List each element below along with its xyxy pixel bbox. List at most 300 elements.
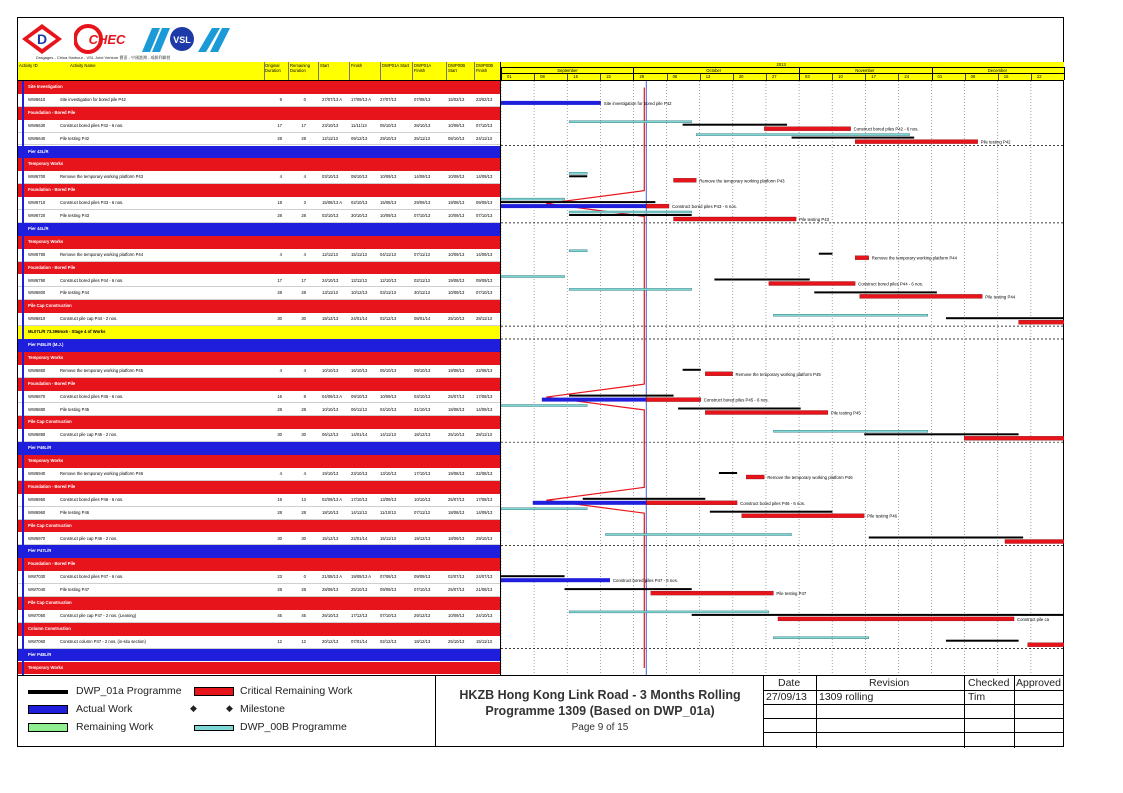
cell-f2: 24/07/13 (476, 574, 493, 580)
cell-f1: 14/09/13 (414, 174, 431, 180)
critical-bar (964, 436, 1064, 440)
cell-f2: 15/11/13 (476, 638, 492, 644)
group-label: Pier 43L/R (28, 148, 49, 154)
timescale-week: 10 (838, 74, 843, 79)
cell-s1: 10/09/13 (380, 393, 397, 399)
bar-label: Construct bored piles P47 - 6 nos. (612, 578, 678, 584)
col-dwp00b-start[interactable]: DWP00B Start (448, 63, 466, 73)
table-row[interactable] (18, 404, 500, 417)
dwp01a-bar (869, 537, 1023, 539)
rev-date: 27/09/13 (766, 691, 807, 703)
group-label: Foundation - Bored Pile (28, 109, 76, 115)
cell-st: 03/10/13 (322, 213, 339, 218)
pier-header-row[interactable] (18, 223, 500, 236)
cell-od: 17 (277, 122, 282, 128)
bar-label: Remove the temporary working platform P45 (735, 371, 821, 377)
timescale-week: 27 (771, 74, 777, 79)
cell-s2: 10/09/13 (448, 122, 465, 128)
gantt-chart (500, 62, 1064, 675)
cell-fi: 17/09/13 A (351, 96, 372, 102)
table-row[interactable] (18, 494, 500, 507)
cell-f1: 07/08/13 (414, 96, 431, 102)
table-row[interactable] (18, 210, 500, 223)
group-label: Pier P45L/R (M.J.) (28, 342, 64, 347)
cell-od: 4 (279, 471, 282, 476)
timescale-week: 15 (1003, 74, 1009, 79)
title-block-header (18, 18, 1063, 63)
group-label: Pier P48L/R (28, 651, 52, 657)
chec-logo (74, 24, 132, 54)
cell-od: 28 (277, 406, 282, 412)
cell-name: Remove the temporary working platform P44 (60, 251, 144, 257)
critical-bar (674, 178, 697, 182)
pier-header-row[interactable] (18, 545, 500, 558)
cell-name: Construct bored piles P46 - 6 nos. (60, 496, 124, 502)
critical-bar (860, 294, 983, 298)
cell-f1: 10/10/13 (414, 496, 431, 502)
cell-s1: 05/10/13 (380, 122, 397, 128)
dwp00b-bar (696, 134, 909, 136)
cell-f1: 07/11/13 (414, 509, 430, 515)
cell-st: 12/11/13 (322, 251, 338, 257)
cell-name: Construct pile cap P44 - 2 nos. (60, 316, 118, 322)
group-label: Temporary Works (28, 238, 64, 244)
bar-label: Remove the temporary working platform P46 (767, 475, 853, 480)
cell-s1: 11/10/13 (380, 509, 396, 515)
cell-od: 28 (277, 509, 282, 515)
cell-st: 15/12/13 (322, 535, 339, 541)
cell-s1: 15/11/13 (380, 535, 396, 541)
cell-od: 28 (277, 587, 282, 593)
dwp01a-bar (565, 588, 692, 590)
cell-name: Construct pile cap P45 - 2 nos. (60, 432, 118, 438)
critical-bar (855, 140, 978, 144)
cell-name: Construct pile cap P47 - 2 nos. (Leaning) (60, 612, 137, 618)
col-dwp00b-finish[interactable]: DWP00B Finish (476, 63, 494, 73)
bar-label: Site investigation for bored pile P42 (603, 100, 672, 106)
cell-f1: 18/12/13 (414, 432, 431, 438)
rev-revision: 1309 rolling (819, 691, 874, 703)
cell-f2: 14/09/13 (476, 251, 493, 257)
pier-header-row[interactable] (18, 649, 500, 662)
timescale-week: 08 (540, 74, 545, 79)
cell-st: 28/09/13 (322, 587, 339, 593)
actual-bar (501, 101, 601, 105)
cell-s1: 15/08/13 (380, 200, 397, 206)
cell-fi: 19/09/13 A (351, 574, 372, 580)
cell-od: 28 (277, 213, 282, 218)
table-row[interactable] (18, 429, 500, 442)
cell-name: Construct bored piles P45 - 6 nos. (60, 393, 124, 399)
group-label: ML07L/R 73.396mx6 - Stage 4 of Works (28, 329, 106, 335)
cell-id: WW6800 (28, 290, 46, 296)
cell-id: WW6790 (28, 277, 46, 283)
cell-s2: 08/10/13 (448, 135, 465, 141)
group-label: Pier P46L/R (28, 445, 52, 451)
legend-dwp01a: DWP_01a Programme (76, 685, 182, 697)
sec-header-row[interactable] (18, 300, 500, 313)
dwp01a-bar (678, 408, 801, 410)
cell-f1: 07/10/13 (414, 213, 431, 218)
cell-s1: 29/10/13 (380, 135, 397, 141)
cell-f2: 28/11/13 (476, 316, 492, 322)
cell-name: Pile testing P46 (60, 509, 90, 515)
dwp01a-bar (714, 279, 809, 281)
cell-rd: 8 (303, 393, 306, 399)
dwp00b-bar (569, 611, 769, 613)
cell-id: WW7050 (28, 612, 46, 618)
cell-st: 20/12/13 (322, 638, 339, 644)
cell-rd: 28 (301, 213, 306, 218)
cell-f2: 07/10/13 (476, 290, 493, 296)
cell-name: Pile testing P47 (60, 587, 90, 593)
sec-header-row[interactable] (18, 520, 500, 533)
cell-id: WW6940 (28, 471, 46, 476)
table-row[interactable] (18, 313, 500, 326)
dwp00b-bar (605, 534, 791, 536)
cell-s2: 10/09/13 (448, 612, 465, 618)
cell-s1: 07/08/13 (380, 574, 397, 580)
cell-id: WW7060 (28, 638, 46, 644)
cell-f1: 07/10/13 (414, 587, 431, 593)
dwp00b-bar (569, 121, 692, 123)
drawing-title-line1: HKZB Hong Kong Link Road - 3 Months Rolling (459, 688, 741, 702)
cell-od: 9 (279, 96, 282, 102)
cell-s2: 02/07/13 (448, 574, 465, 580)
cell-s2: 19/08/13 (448, 367, 465, 373)
table-row[interactable] (18, 507, 500, 520)
cell-rd: 12 (301, 638, 306, 644)
cell-f1: 09/10/13 (414, 367, 431, 373)
cell-s1: 02/12/13 (380, 638, 397, 644)
dwp01a-bar (719, 472, 737, 474)
cell-s2: 18/08/13 (448, 509, 465, 515)
cell-fi: 22/01/14 (351, 535, 368, 541)
legend-swatch-dwp00b (194, 725, 234, 731)
dwp01a-bar (819, 253, 833, 255)
dwp01a-bar (792, 137, 915, 139)
dwp01a-bar (683, 124, 787, 126)
cell-rd: 4 (303, 251, 306, 257)
cell-st: 03/10/13 (322, 174, 339, 180)
sec-header-row[interactable] (18, 416, 500, 429)
sec-header-row[interactable] (18, 623, 500, 636)
dwp01a-bar (710, 511, 833, 513)
cell-s2: 19/08/13 (448, 277, 465, 283)
cell-fi: 09/10/13 (351, 393, 368, 399)
cell-st: 13/11/13 (322, 290, 338, 296)
cell-f1: 29/09/13 (414, 200, 431, 206)
table-row[interactable] (18, 636, 500, 649)
group-label: Foundation - Bored Pile (28, 380, 76, 386)
cell-st: 21/08/13 A (322, 574, 343, 580)
timescale-week: 24 (904, 74, 910, 79)
cell-s2: 25/10/13 (448, 432, 465, 438)
group-label: Pile Cap Construction (28, 522, 72, 528)
rev-checked: Tim (968, 691, 986, 703)
cell-f1: 07/11/13 (414, 251, 430, 257)
bar-label: Remove the temporary working platform P44 (871, 255, 958, 261)
pier-header-row[interactable] (18, 442, 500, 455)
vsl-logo (140, 24, 232, 54)
cell-s1: 09/09/13 (380, 587, 397, 593)
col-original-duration[interactable]: Original Duration (265, 63, 281, 73)
sec-header-row[interactable] (18, 558, 500, 571)
dwp01a-bar (864, 433, 1018, 435)
table-row[interactable] (18, 249, 500, 262)
dwp01a-bar (692, 614, 1064, 616)
group-label: Pile Cap Construction (28, 303, 72, 309)
cell-f2: 07/10/13 (476, 213, 493, 218)
cell-rd: 30 (301, 432, 306, 438)
cell-s2: 25/07/13 (448, 496, 465, 502)
table-row[interactable] (18, 120, 500, 133)
stage-header-row[interactable] (18, 326, 500, 339)
actual-bar (501, 578, 610, 582)
gantt-bars (501, 62, 1064, 675)
dwp00b-bar (569, 250, 587, 252)
cell-fi: 25/10/13 (351, 587, 368, 593)
dwp01a-bar (814, 291, 937, 293)
sec-header-row[interactable] (18, 662, 500, 675)
col-dwp01a-finish[interactable]: DWP01A Finish (414, 63, 431, 73)
rev-header-checked: Checked (968, 677, 1010, 689)
timescale-week: 13 (705, 74, 711, 79)
timescale-week: 29 (639, 74, 645, 79)
bar-label: Pile testing P42 (980, 139, 1011, 145)
cell-f2: 24/10/13 (476, 612, 493, 618)
cell-rd: 0 (303, 574, 306, 580)
cell-name: Construct column P47 - 2 nos. (in-situ section) (60, 638, 146, 644)
col-activity-name[interactable]: Activity Name (70, 63, 96, 68)
cell-s1: 04/11/13 (380, 251, 396, 257)
title-box (435, 675, 763, 747)
cell-st: 18/10/13 (322, 509, 339, 515)
group-label: Pile Cap Construction (28, 419, 72, 425)
cell-od: 30 (277, 316, 282, 322)
cell-fi: 06/11/13 (351, 406, 367, 412)
svg-text:CHEC: CHEC (88, 32, 126, 47)
critical-bar (705, 411, 828, 415)
cell-id: WW6870 (28, 393, 46, 399)
cell-od: 30 (277, 535, 282, 541)
cell-f1: 28/10/13 (414, 122, 431, 128)
cell-id: WW6880 (28, 406, 46, 412)
cell-fi: 14/11/13 (351, 509, 367, 515)
timescale-week: 15 (573, 74, 578, 79)
legend-dwp00b: DWP_00B Programme (240, 721, 347, 733)
legend-actual: Actual Work (76, 703, 133, 715)
group-label: Pier P47L/R (28, 548, 52, 554)
cell-od: 12 (277, 638, 282, 644)
cell-rd: 4 (303, 174, 306, 180)
col-dwp01a-start[interactable]: DWP01A Start (382, 63, 409, 68)
cell-rd: 3 (303, 200, 306, 206)
critical-bar (646, 398, 700, 402)
cell-rd: 17 (301, 277, 306, 283)
sec-header-row[interactable] (18, 378, 500, 391)
table-row[interactable] (18, 171, 500, 184)
cell-st: 27/07/13 A (322, 96, 343, 102)
pier-header-row[interactable] (18, 146, 500, 159)
sec-header-row[interactable] (18, 352, 500, 365)
cell-id: WW6720 (28, 213, 46, 218)
cell-s2: 10/09/13 (448, 290, 465, 296)
cell-od: 30 (277, 432, 282, 438)
cell-s1: 10/09/13 (380, 213, 397, 218)
cell-st: 04/09/13 A (322, 393, 343, 399)
cell-name: Construct bored piles P43 - 6 nos. (60, 200, 124, 206)
table-row[interactable] (18, 584, 500, 597)
group-label: Foundation - Bored Pile (28, 264, 76, 270)
cell-s2: 19/08/13 (448, 471, 465, 476)
cell-od: 45 (277, 612, 282, 618)
col-activity-id[interactable]: Activity ID (19, 63, 38, 68)
cell-id: WW6630 (28, 122, 46, 128)
cell-od: 28 (277, 135, 282, 141)
sec-header-row[interactable] (18, 81, 500, 94)
col-remaining-duration[interactable]: Remaining Duration (290, 63, 311, 73)
timescale-month: December (987, 68, 1008, 73)
cell-f1: 19/12/13 (414, 535, 431, 541)
cell-name: Pile testing P44 (60, 290, 90, 296)
cell-od: 4 (279, 367, 282, 373)
bar-label: Construct bored piles P45 - 6 nos. (703, 397, 769, 403)
dwp00b-bar (569, 288, 692, 290)
cell-s2: 10/09/13 (448, 174, 465, 180)
dwp01a-bar (569, 395, 673, 397)
group-label: Column Construction (28, 625, 71, 631)
col-start[interactable]: Start (320, 63, 329, 68)
cell-name: Pile testing P43 (60, 213, 90, 218)
cell-name: Pile testing P42 (60, 135, 90, 141)
cell-st: 10/10/13 (322, 367, 339, 373)
cell-name: Remove the temporary working platform P43 (60, 174, 144, 180)
cell-s1: 13/10/13 (380, 471, 397, 476)
group-label: Pile Cap Construction (28, 600, 72, 605)
cell-f2: 14/09/13 (476, 174, 493, 180)
table-row[interactable] (18, 533, 500, 546)
milestone-icon: ◆ (190, 703, 197, 713)
sec-header-row[interactable] (18, 597, 500, 610)
activity-table (18, 81, 500, 675)
critical-bar (1005, 540, 1064, 544)
table-row[interactable] (18, 94, 500, 107)
cell-s1: 13/09/13 (380, 496, 397, 502)
cell-f1: 03/10/13 (414, 393, 431, 399)
cell-f2: 21/08/13 (476, 587, 493, 593)
table-row[interactable] (18, 133, 500, 146)
dragages-logo (22, 24, 62, 54)
cell-f2: 22/08/13 (476, 367, 493, 373)
cell-id: WW6780 (28, 251, 46, 257)
cell-st: 15/08/13 A (322, 200, 343, 206)
cell-od: 16 (277, 393, 282, 399)
sec-header-row[interactable] (18, 158, 500, 171)
cell-name: Pile testing P45 (60, 406, 90, 412)
actual-bar (501, 204, 646, 208)
cell-f1: 29/12/13 (414, 612, 431, 618)
sec-header-row[interactable] (18, 455, 500, 468)
cell-rd: 0 (303, 96, 306, 102)
dwp00b-bar (501, 508, 587, 510)
critical-bar (705, 372, 732, 376)
milestone-icon: ◆ (226, 703, 233, 713)
sec-header-row[interactable] (18, 481, 500, 494)
col-finish[interactable]: Finish (351, 63, 363, 68)
cell-s1: 03/11/13 (380, 290, 396, 296)
cell-id: WW6710 (28, 200, 46, 206)
timescale-week: 01 (937, 74, 943, 79)
cell-f1: 30/11/13 (414, 290, 430, 296)
group-label: Temporary Works (28, 354, 64, 360)
cell-f1: 17/10/13 (414, 471, 431, 476)
cell-fi: 08/10/13 (351, 174, 368, 180)
dwp00b-bar (501, 198, 565, 200)
cell-fi: 15/11/13 (351, 251, 367, 257)
cell-s2: 10/09/13 (448, 251, 465, 257)
dwp00b-bar (501, 276, 565, 278)
table-row[interactable] (18, 275, 500, 288)
timescale-week: 03 (805, 74, 810, 79)
dwp01a-bar (569, 214, 692, 216)
group-label: Temporary Works (28, 161, 64, 167)
group-label: Foundation - Bored Pile (28, 561, 76, 567)
bar-label: Construct bored piles P44 - 6 nos. (858, 281, 924, 287)
cell-id: WW6950 (28, 496, 46, 502)
table-row[interactable] (18, 197, 500, 210)
bar-label: Construct bored piles P42 - 6 nos. (853, 126, 919, 132)
cell-s2: 25/07/13 (448, 393, 465, 399)
cell-rd: 45 (301, 612, 306, 618)
cell-fi: 02/10/13 (351, 200, 368, 206)
cell-name: Construct bored piles P44 - 6 nos. (60, 277, 124, 283)
table-row[interactable] (18, 287, 500, 300)
table-row[interactable] (18, 610, 500, 623)
table-row[interactable] (18, 571, 500, 584)
cell-rd: 17 (301, 122, 306, 128)
cell-f1: 18/12/13 (414, 638, 431, 644)
cell-rd: 28 (301, 509, 306, 515)
cell-s2: 25/10/13 (448, 638, 465, 644)
timescale-week: 22 (606, 74, 612, 79)
cell-s1: 27/07/13 (380, 96, 397, 102)
table-row[interactable] (18, 391, 500, 404)
cell-od: 4 (279, 251, 282, 257)
pier-header-row[interactable] (18, 339, 500, 352)
sec-header-row[interactable] (18, 107, 500, 120)
drawing-title-line2: Programme 1309 (Based on DWP_01a) (485, 704, 715, 718)
bar-label: Pile testing P43 (799, 217, 829, 222)
cell-f1: 02/11/13 (414, 277, 430, 283)
cell-st: 12/11/13 (322, 135, 338, 141)
critical-bar (855, 256, 869, 260)
cell-name: Remove the temporary working platform P45 (60, 367, 144, 373)
sec-header-row[interactable] (18, 236, 500, 249)
timescale-week: 01 (507, 74, 512, 79)
cell-s2: 10/09/13 (448, 213, 465, 218)
rev-header-approved: Approved (1016, 677, 1061, 689)
cell-f2: 24/11/13 (476, 135, 492, 141)
table-row[interactable] (18, 468, 500, 481)
bar-label: Pile testing P47 (776, 591, 807, 597)
page-number: Page 9 of 15 (571, 722, 629, 733)
cell-fi: 12/11/13 (351, 277, 367, 283)
table-row[interactable] (18, 365, 500, 378)
sec-header-row[interactable] (18, 262, 500, 275)
sec-header-row[interactable] (18, 184, 500, 197)
cell-f2: 23/02/13 (476, 96, 493, 102)
